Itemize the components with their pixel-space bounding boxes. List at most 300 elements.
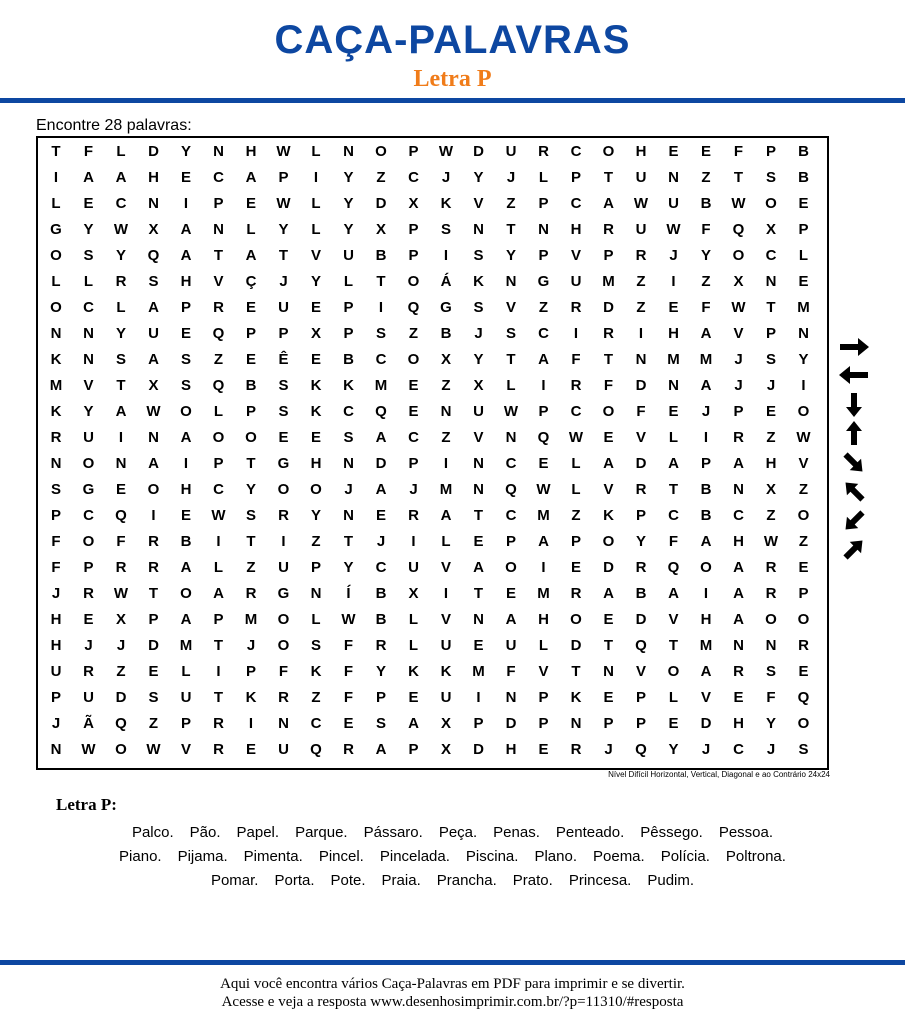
grid-letter: V (570, 247, 581, 264)
grid-letter: N (343, 507, 354, 524)
grid-letter: Y (343, 559, 354, 576)
grid-letter: E (310, 429, 321, 446)
word-item: Princesa. (568, 872, 632, 889)
grid-letter: W (503, 403, 519, 420)
grid-letter: W (633, 195, 649, 212)
grid-letter: F (83, 143, 94, 160)
grid-letter: P (50, 689, 61, 706)
grid-letter: E (668, 715, 679, 732)
grid-letter: P (213, 611, 224, 628)
grid-letter: P (180, 299, 191, 316)
grid-letter: U (180, 689, 192, 706)
grid-letter: E (668, 143, 679, 160)
grid-letter: Z (798, 481, 809, 498)
grid-letter: J (474, 325, 483, 342)
grid-letter: R (375, 637, 387, 654)
word-item: Pimenta. (243, 848, 303, 865)
grid-row (38, 529, 827, 555)
grid-letter: K (310, 377, 322, 394)
grid-row (38, 321, 827, 347)
word-item: Peça. (438, 824, 478, 841)
grid-letter: S (375, 715, 386, 732)
grid-letter: T (51, 143, 61, 160)
grid-letter: Q (537, 429, 550, 446)
grid-letter: A (733, 559, 744, 576)
grid-letter: J (51, 715, 61, 732)
grid-letter: V (473, 195, 484, 212)
grid-letter: R (733, 429, 744, 446)
grid-letter: K (50, 351, 62, 368)
grid-letter: H (148, 169, 159, 186)
grid-letter: O (407, 351, 420, 368)
grid-letter: A (603, 455, 614, 472)
grid-letter: P (375, 689, 386, 706)
grid-letter: P (700, 455, 711, 472)
grid-letter: U (148, 325, 159, 342)
grid-letter: E (570, 559, 581, 576)
grid-letter: M (49, 377, 63, 394)
grid-letter: Y (765, 715, 776, 732)
grid-letter: N (50, 741, 62, 758)
grid-letter: S (343, 429, 354, 446)
grid-letter: C (343, 403, 354, 420)
grid-letter: P (408, 221, 419, 238)
grid-letter: W (438, 143, 454, 160)
grid-letter: N (505, 429, 517, 446)
grid-letter: H (733, 715, 744, 732)
grid-letter: N (505, 273, 517, 290)
grid-row (38, 633, 827, 659)
grid-letter: A (668, 585, 679, 602)
grid-letter: G (440, 299, 452, 316)
grid-letter: O (570, 611, 582, 628)
grid-letter: T (668, 637, 679, 654)
grid-letter: Ç (245, 273, 257, 290)
grid-row (38, 217, 827, 243)
grid-letter: P (765, 325, 776, 342)
grid-letter: I (216, 533, 221, 550)
word-item: Pessoa. (718, 824, 774, 841)
grid-letter: S (798, 741, 809, 758)
grid-letter: W (276, 143, 291, 160)
word-item: Pote. (330, 872, 366, 889)
grid-letter: B (798, 169, 809, 186)
grid-letter: L (311, 143, 321, 160)
grid-letter: V (700, 689, 711, 706)
grid-letter: J (376, 533, 386, 550)
grid-letter: Q (732, 221, 745, 238)
grid-letter: B (700, 507, 712, 524)
grid-letter: P (245, 663, 256, 680)
grid-letter: X (440, 715, 451, 732)
grid-letter: O (797, 715, 810, 732)
word-item: Penas. (493, 824, 540, 841)
grid-letter: Q (797, 689, 810, 706)
grid-letter: N (310, 585, 322, 602)
grid-letter: L (83, 273, 94, 290)
word-item: Piano. (119, 848, 162, 865)
grid-letter: G (50, 221, 62, 238)
grid-letter: S (50, 481, 61, 498)
grid-letter: Z (246, 559, 256, 576)
grid-letter: A (440, 507, 452, 524)
grid-letter: T (213, 247, 224, 264)
grid-letter: P (278, 325, 289, 342)
grid-letter: T (116, 377, 126, 394)
bottom-divider (0, 960, 905, 965)
grid-letter: Z (408, 325, 419, 342)
grid-letter: Z (311, 689, 321, 706)
grid-letter: M (667, 351, 680, 368)
grid-letter: T (603, 637, 614, 654)
grid-letter: E (245, 299, 256, 316)
word-item: Poema. (593, 848, 645, 865)
grid-letter: E (148, 663, 159, 680)
grid-letter: I (573, 325, 579, 342)
word-list-line (0, 872, 905, 889)
grid-letter: P (310, 559, 321, 576)
grid-letter: K (603, 507, 614, 524)
grid-letter: Q (407, 299, 420, 316)
grid-letter: A (538, 533, 549, 550)
grid-letter: P (245, 403, 256, 420)
grid-letter: N (765, 273, 777, 290)
grid-letter: M (537, 585, 550, 602)
grid-letter: W (146, 403, 161, 420)
grid-letter: Y (310, 273, 321, 290)
grid-letter: Y (635, 533, 646, 550)
grid-row (38, 503, 827, 529)
grid-letter: W (113, 221, 129, 238)
grid-letter: P (83, 559, 94, 576)
grid-letter: F (701, 299, 711, 316)
grid-letter: C (570, 403, 582, 420)
grid-letter: P (635, 507, 646, 524)
grid-letter: N (603, 663, 614, 680)
grid-letter: M (179, 637, 193, 654)
grid-letter: H (180, 481, 192, 498)
grid-letter: A (603, 585, 614, 602)
grid-letter: H (635, 143, 647, 160)
word-item: Piscina. (465, 848, 519, 865)
grid-letter: J (279, 273, 288, 290)
grid-letter: L (538, 637, 549, 654)
grid-letter: F (733, 143, 744, 160)
grid-letter: X (733, 273, 744, 290)
grid-letter: E (180, 325, 191, 342)
grid-letter: V (635, 429, 646, 446)
grid-letter: H (180, 273, 192, 290)
grid-letter: B (180, 533, 192, 550)
word-item: Parque. (295, 824, 348, 841)
grid-letter: C (375, 559, 387, 576)
grid-letter: Y (245, 481, 256, 498)
grid-letter: F (343, 637, 354, 654)
grid-letter: B (700, 481, 712, 498)
grid-letter: A (245, 247, 257, 264)
grid-letter: U (635, 169, 647, 186)
grid-letter: C (505, 507, 517, 524)
grid-letter: F (603, 377, 614, 394)
grid-letter: U (505, 637, 517, 654)
grid-letter: O (797, 507, 810, 524)
grid-letter: O (797, 611, 810, 628)
grid-letter: Y (375, 663, 386, 680)
grid-letter: N (635, 351, 647, 368)
arrow-down-left-icon (836, 508, 872, 534)
grid-letter: B (375, 611, 387, 628)
grid-letter: J (669, 247, 678, 264)
grid-letter: F (506, 663, 516, 680)
grid-letter: Q (115, 715, 127, 732)
grid-letter: W (81, 741, 96, 758)
grid-letter: M (797, 299, 810, 316)
grid-letter: O (277, 481, 290, 498)
grid-letter: N (115, 455, 127, 472)
grid-letter: A (408, 715, 419, 732)
grid-letter: A (375, 481, 387, 498)
grid-letter: J (506, 169, 516, 186)
grid-letter: E (668, 403, 679, 420)
grid-letter: N (278, 715, 289, 732)
grid-letter: A (180, 221, 192, 238)
grid-letter: S (765, 663, 776, 680)
word-item: Pudim. (647, 872, 695, 889)
grid-row (38, 295, 827, 321)
grid-letter: N (798, 325, 809, 342)
grid-letter: J (441, 169, 451, 186)
grid-letter: P (635, 689, 646, 706)
grid-letter: Q (505, 481, 517, 498)
grid-letter: S (245, 507, 256, 524)
grid-letter: I (443, 585, 449, 602)
grid-letter: I (248, 715, 254, 732)
grid-letter: B (440, 325, 452, 342)
grid-letter: C (115, 195, 127, 212)
grid-letter: Z (701, 273, 711, 290)
grid-letter: X (310, 325, 321, 342)
grid-letter: X (765, 481, 776, 498)
grid-letter: N (570, 715, 582, 732)
grid-letter: U (50, 663, 62, 680)
grid-letter: S (310, 637, 321, 654)
grid-letter: S (83, 247, 94, 264)
grid-row (38, 477, 827, 503)
grid-letter: X (473, 377, 484, 394)
grid-letter: P (278, 169, 289, 186)
grid-letter: P (213, 195, 224, 212)
grid-letter: P (50, 507, 61, 524)
grid-letter: E (83, 195, 94, 212)
grid-row (38, 165, 827, 191)
grid-letter: Z (311, 533, 321, 550)
grid-letter: I (703, 429, 709, 446)
arrow-up-left-icon (836, 478, 872, 504)
grid-letter: T (603, 169, 614, 186)
grid-letter: E (245, 351, 256, 368)
grid-letter: O (505, 559, 517, 576)
grid-letter: Y (115, 325, 126, 342)
grid-letter: C (570, 143, 582, 160)
grid-letter: E (668, 299, 679, 316)
grid-letter: O (147, 481, 160, 498)
grid-letter: O (797, 403, 810, 420)
grid-letter: U (473, 403, 484, 420)
grid-letter: M (699, 351, 713, 368)
grid-letter: F (668, 533, 679, 550)
instruction-text: Encontre 28 palavras: (36, 117, 192, 134)
grid-letter: D (375, 195, 387, 212)
grid-letter: R (83, 585, 94, 602)
grid-letter: U (570, 273, 582, 290)
grid-letter: Q (212, 377, 225, 394)
grid-letter: Z (798, 533, 809, 550)
grid-letter: Ã (83, 715, 94, 732)
grid-letter: T (246, 455, 256, 472)
grid-letter: W (763, 533, 779, 550)
grid-letter: X (148, 221, 159, 238)
grid-letter: A (83, 169, 94, 186)
grid-letter: C (733, 507, 744, 524)
grid-letter: Y (115, 247, 126, 264)
grid-letter: D (148, 637, 159, 654)
word-item: Porta. (274, 872, 315, 889)
grid-letter: J (246, 637, 256, 654)
grid-letter: G (537, 273, 550, 290)
grid-letter: N (668, 169, 679, 186)
grid-letter: C (408, 429, 419, 446)
grid-letter: U (505, 143, 517, 160)
grid-row (38, 581, 827, 607)
grid-letter: O (82, 533, 95, 550)
grid-letter: E (310, 299, 321, 316)
grid-letter: R (765, 559, 777, 576)
grid-letter: D (473, 143, 484, 160)
grid-letter: X (148, 377, 159, 394)
grid-letter: U (278, 559, 289, 576)
grid-letter: Z (571, 507, 581, 524)
grid-letter: I (118, 429, 124, 446)
grid-letter: O (667, 663, 680, 680)
grid-letter: C (310, 715, 322, 732)
grid-letter: A (180, 429, 192, 446)
grid-letter: L (51, 195, 61, 212)
grid-letter: R (603, 325, 614, 342)
grid-letter: P (408, 741, 419, 758)
grid-letter: W (341, 611, 356, 628)
grid-row (38, 139, 827, 165)
grid-letter: C (213, 169, 224, 186)
grid-letter: T (733, 169, 744, 186)
grid-letter: H (50, 611, 62, 628)
grid-letter: H (310, 455, 322, 472)
grid-letter: L (668, 689, 679, 706)
grid-letter: P (343, 325, 354, 342)
word-item: Plano. (534, 848, 577, 865)
grid-letter: L (246, 221, 256, 238)
grid-letter: O (732, 247, 745, 264)
grid-letter: T (376, 273, 386, 290)
grid-letter: X (375, 221, 386, 238)
grid-letter: F (571, 351, 581, 368)
grid-letter: F (116, 533, 126, 550)
grid-letter: C (668, 507, 679, 524)
grid-letter: N (343, 143, 354, 160)
arrow-right-icon (836, 334, 872, 360)
grid-letter: L (408, 637, 419, 654)
grid-letter: A (668, 455, 679, 472)
grid-letter: P (538, 403, 549, 420)
grid-letter: C (538, 325, 549, 342)
grid-letter: E (375, 507, 386, 524)
word-item: Penteado. (555, 824, 625, 841)
grid-letter: E (603, 429, 614, 446)
grid-row (38, 191, 827, 217)
grid-letter: E (473, 637, 484, 654)
grid-letter: Y (700, 247, 711, 264)
grid-letter: A (700, 533, 712, 550)
grid-letter: R (115, 273, 127, 290)
grid-letter: O (277, 611, 290, 628)
grid-letter: A (115, 169, 127, 186)
word-item: Praia. (381, 872, 421, 889)
grid-row (38, 347, 827, 373)
grid-letter: Y (310, 507, 321, 524)
grid-letter: Y (343, 195, 354, 212)
grid-letter: A (700, 377, 712, 394)
grid-letter: O (115, 741, 127, 758)
grid-letter: A (733, 455, 744, 472)
grid-letter: C (83, 299, 94, 316)
grid-letter: Z (441, 377, 451, 394)
grid-letter: I (703, 585, 709, 602)
grid-letter: P (213, 455, 224, 472)
grid-letter: I (801, 377, 806, 394)
grid-letter: O (277, 637, 290, 654)
grid-letter: I (541, 377, 546, 394)
grid-letter: Z (701, 169, 711, 186)
footer-line-1: Aqui você encontra vários Caça-Palavras em PDF para imprimir e se divertir. (220, 976, 685, 992)
word-list-line (0, 848, 905, 865)
grid-letter: J (734, 377, 743, 394)
direction-legend (836, 334, 872, 564)
grid-letter: I (53, 169, 59, 186)
grid-letter: S (278, 377, 289, 394)
grid-letter: L (343, 273, 354, 290)
grid-letter: W (731, 195, 746, 212)
grid-letter: A (375, 429, 387, 446)
grid-letter: T (213, 689, 224, 706)
grid-letter: E (505, 585, 516, 602)
grid-letter: S (180, 377, 191, 394)
grid-letter: R (50, 429, 62, 446)
grid-letter: V (635, 663, 646, 680)
grid-letter: J (701, 403, 711, 420)
grid-letter: G (277, 455, 290, 472)
grid-letter: E (700, 143, 711, 160)
grid-letter: E (473, 533, 484, 550)
grid-letter: R (83, 663, 94, 680)
grid-letter: L (441, 533, 451, 550)
grid-letter: W (113, 585, 129, 602)
grid-letter: L (571, 481, 581, 498)
grid-letter: H (668, 325, 679, 342)
grid-letter: U (83, 689, 94, 706)
grid-letter: C (505, 455, 517, 472)
grid-letter: E (798, 195, 809, 212)
grid-row (38, 607, 827, 633)
grid-letter: I (671, 273, 676, 290)
